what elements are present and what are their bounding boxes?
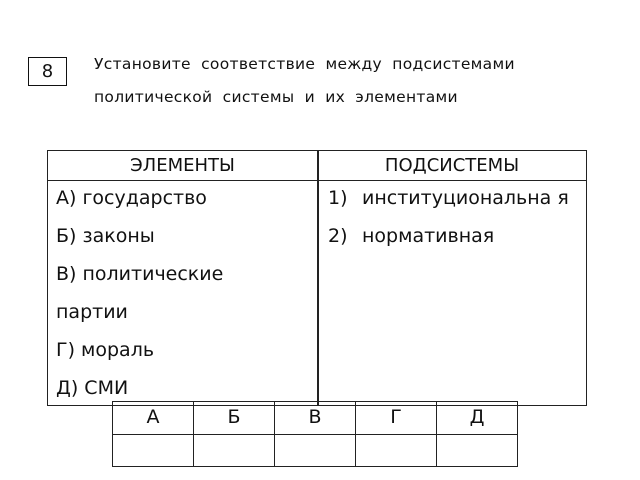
element-item: Б) законы	[56, 225, 155, 247]
answer-inputs-row	[113, 435, 518, 467]
answer-letter: В	[275, 402, 356, 435]
element-item: Г) мораль	[56, 339, 155, 361]
answer-cell[interactable]	[275, 435, 355, 466]
elements-header-label: ЭЛЕМЕНТЫ	[130, 155, 235, 176]
answer-letter: Б	[194, 402, 275, 435]
answer-cell-container	[113, 435, 194, 467]
task-instruction	[94, 48, 594, 114]
subsystem-item	[328, 217, 584, 255]
answer-cell-container	[356, 435, 437, 467]
answer-cell[interactable]	[113, 435, 193, 466]
answer-letter: А	[113, 402, 194, 435]
answer-cell[interactable]	[194, 435, 274, 466]
instruction-line: Установите соответствие между подсистемами	[94, 55, 515, 73]
answer-cell-container	[437, 435, 518, 467]
element-item: В) политические	[56, 263, 224, 285]
element-item: партии	[56, 301, 128, 323]
answer-letters-row	[113, 402, 518, 435]
element-item: А) государство	[56, 187, 207, 209]
matching-table	[47, 150, 587, 406]
task-number-box	[28, 57, 67, 86]
subsystems-header	[318, 151, 586, 180]
subsystem-text: институциональна я	[362, 187, 569, 209]
subsystems-header-label: ПОДСИСТЕМЫ	[384, 155, 520, 176]
answer-letter: Г	[356, 402, 437, 435]
subsystem-text: нормативная	[362, 225, 495, 247]
elements-header	[48, 151, 317, 180]
subsystem-number: 2)	[328, 225, 348, 247]
answer-cell[interactable]	[356, 435, 436, 466]
elements-list	[56, 179, 314, 407]
instruction-line: политической системы и их элементами	[94, 88, 458, 106]
answer-table	[112, 401, 518, 467]
subsystem-item	[328, 179, 584, 217]
answer-cell-container	[194, 435, 275, 467]
answer-cell[interactable]	[437, 435, 517, 466]
element-item: Д) СМИ	[56, 377, 129, 399]
task-number: 8	[41, 61, 54, 82]
subsystem-number: 1)	[328, 187, 348, 209]
answer-cell-container	[275, 435, 356, 467]
answer-letter: Д	[437, 402, 518, 435]
column-divider	[317, 151, 319, 405]
subsystems-list	[328, 179, 584, 255]
